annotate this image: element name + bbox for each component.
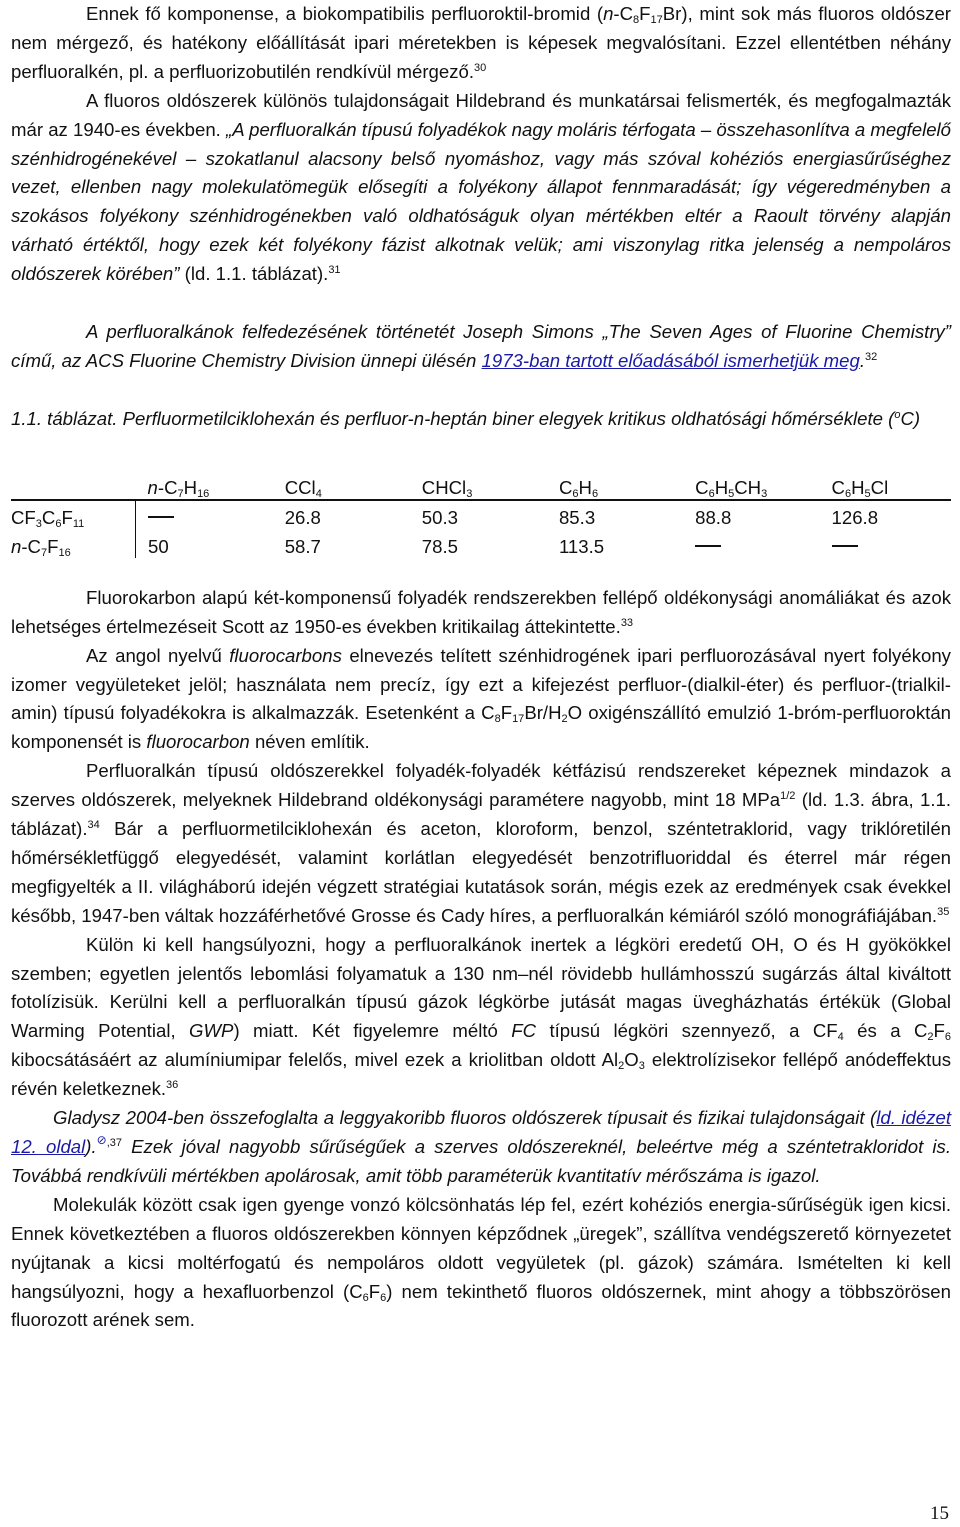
caption-text: 1.1. táblázat. Perfluormetilciklohexán és perfluor-n-heptán biner elegyek kritikus oldhatósági hőmérséklete ( <box>11 407 895 429</box>
table-cell: 26.8 <box>285 499 422 529</box>
text-run: -C <box>613 3 634 24</box>
text-run: A perfluoralkánok felfedezésének történetét Joseph Simons „The Seven Ages of Fluorine Chemistry” című, az ACS Fluorine Chemistry Division ünnepi ülésén <box>11 321 951 371</box>
subscript: 17 <box>650 14 663 26</box>
footnote-ref[interactable]: 34 <box>87 819 100 832</box>
table-header: $n-C_7H_{16}$ <box>147 476 210 500</box>
text-run: (ld. 1.1. táblázat). <box>179 263 329 285</box>
citation-link[interactable]: ld. idézet 12. oldal <box>11 1107 951 1157</box>
table-row <box>11 529 951 558</box>
paragraph-5: Az angol nyelvű fluorocarbons elnevezés telített szénhidrogének ipari perfluorozásával nyert folyékony izomer vegyületeket jelöl; használata nem precíz, így ezt a kifejezést perfluor-(dialkil-éter) és perfluor-(trialkil-amin) típusú folyadékokra is alkalmazzák. Esetenként a $C_8F_{17}Br/H_2O$ oxigénszállító emulzió 1-bróm-perfluoroktán komponensét is fluorocarbon néven említik. <box>11 644 951 753</box>
paragraph-2 <box>11 87 951 289</box>
table-header: $C_6H_5Cl$ <box>831 476 889 500</box>
lecture-link[interactable]: 1973-ban tartott előadásából ismerhetjük meg <box>481 349 860 371</box>
paragraph-1 <box>11 0 951 87</box>
text-run: Br), mint sok más fluoros oldószer nem mérgező, és hatékony előállítását ipari méretekben is képesek megvalósítani. Ezzel ellentétben néhány perfluoralkén, pl. a perfluorizobutilén rendkívül mérgező. <box>11 3 951 82</box>
table-cell: 78.5 <box>421 535 458 557</box>
footnote-ref[interactable]: 30 <box>474 61 487 74</box>
table-header: CHCl$_3$ <box>421 476 473 500</box>
row-label: $n-C_7F_{16}$ <box>11 529 136 558</box>
text-run: F <box>639 3 651 24</box>
footnote-ref[interactable]: 35 <box>937 905 950 918</box>
document-page <box>11 0 951 1335</box>
table-corner-cell <box>11 470 136 500</box>
table-cell: 58.7 <box>284 535 321 557</box>
table-header: $C_6H_5CH_3$ <box>695 476 768 500</box>
row-label: $CF_3C_6F_{11}$ <box>11 499 136 529</box>
hildebrand-quote: „A perfluoralkán típusú folyadékok nagy moláris térfogata – összehasonlítva a megfelelő szénhidrogénekével – szokatlanul alacsony belső nyomáshoz, vagy más szóval kohéziós energiasűrűséghez vezet, ellenben nagy molekulatömegük elősegíti a folyékony állapot fennmaradását; így végeredményben a szokásos folyékony szénhidrogénekben való oldhatóságuk olyan mértékben eltér a Raoult törvény alapján várható értéktől, hogy ezek két folyékony fázist alkotnak velük; ami viszonylag ritka jelenség a nempoláros oldószerek körében” <box>11 118 952 285</box>
footnote-ref[interactable]: 36 <box>166 1079 179 1092</box>
solubility-table <box>11 470 951 558</box>
table-row <box>11 499 951 529</box>
table-cell: 126.8 <box>832 499 951 529</box>
paragraph-6: Perfluoralkán típusú oldószerekkel folyadék-folyadék kétfázisú rendszereket képeznek mindazok a szerves oldószerek, melyeknek Hildebrand oldékonysági paramétere nagyobb, mint 18 MPa$^{1/2}$ (ld. 1.3. ábra, 1.1. táblázat).$^{34}$ Bár a perfluormetilciklohexán és aceton, kloroform, benzol, széntetraklorid, vagy triklóretilén hőmérsékletfüggő elegyedését, valamint korlátlan elegyedését benzotrifluoriddal és éterrel már régen megfigyelték a II. világháború idején végzett stratégiai kutatások során, mégis ezek az eredmények csak évekkel később, 1947-ben váltak hozzáférhetővé Grosse és Cady híres, a perfluoralkán kémiáról szóló monográfiájában.$^{35}$ <box>11 760 951 926</box>
paragraph-9: Molekulák között csak igen gyenge vonzó kölcsönhatás lép fel, ezért kohéziós energia-sűrűségük igen kicsi. Ennek következtében a fluoros oldószerekben könnyen képződnek „üregek”, szállítva vendégszerető környezetet nyújtanak a kicsi moltérfogatú és nempoláros oldott vegyületek (pl. gázok) számára. Ismételten ki kell hangsúlyozni, hogy a hexafluorbenzol $(C_6F_6)$ nem tekinthető fluoros oldószernek, mint ahogy a többszörösen fluorozott arének sem. <box>11 1193 951 1331</box>
paragraph-7: Külön ki kell hangsúlyozni, hogy a perfluoralkánok inertek a légköri eredetű OH, O és H gyökökkel szemben; egyetlen jelentős lebomlási folyamatuk a 130 nm–nél rövidebb hullámhosszú sugárzás által kiváltott fotolízisük. Kerülni kell a perfluoralkán típusú gázok légkörbe jutását magas üvegházhatás értékük (Global Warming Potential, GWP) miatt. Két figyelemre méltó FC típusú légköri szennyező, a $CF_4$ és a $C_2F_6$ kibocsátásáért az alumíniumipar felelős, mivel ezek a kriolitban oldott $Al_2O_3$ elektrolízisekor fellépő anódeffektus révén keletkeznek.$^{36}$ <box>11 933 951 1100</box>
text-run: A fluoros oldószerek különös tulajdonságait Hildebrand és munkatársai felismerték, és megfogalmazták már az 1940-es években. <box>11 89 951 140</box>
table-caption <box>11 405 951 434</box>
caption-text: C) <box>900 407 921 429</box>
paragraph-8: Gladysz 2004-ben összefoglalta a leggyakoribb fluoros oldószerek típusait és fizikai tulajdonságait (ld. idézet 12. oldal).$^{⊘,37}$ Ezek jóval nagyobb sűrűségűek a szerves oldószereknél, beleértve még a széntetrakloridot is. Továbbá rendkívüli mértékben apolárosak, amit több paraméterük kvantitatív mérőszáma is igazol. <box>11 1107 951 1186</box>
dash-cell <box>832 529 951 558</box>
text-run: Fluorokarbon alapú két-komponensű folyadék rendszerekben fellépő oldékonysági anomáliákat és azok lehetséges értelmezéseit Scott az 1950-es években kritikailag áttekintette. <box>11 586 951 637</box>
table-header-row <box>11 470 951 500</box>
text-run: Ennek fő komponense, a biokompatibilis perfluoroktil-bromid ( <box>86 3 604 24</box>
footnote-ref[interactable]: 33 <box>620 616 634 629</box>
superscript: o <box>894 408 901 421</box>
table-header: CCl$_4$ <box>284 476 322 500</box>
table-cell: 113.5 <box>558 535 605 557</box>
dash-cell <box>695 529 831 558</box>
paragraph-4 <box>11 584 951 642</box>
table-cell: 88.8 <box>695 499 831 529</box>
table-cell: 85.3 <box>559 499 695 529</box>
table-cell: 50.3 <box>422 499 559 529</box>
text-run: n <box>603 3 614 24</box>
footnote-ref[interactable]: 31 <box>328 264 341 277</box>
table-rule <box>11 500 951 501</box>
page-number: 15 <box>930 1503 949 1524</box>
footnote-ref[interactable]: 32 <box>865 350 878 363</box>
table-header: $C_6H_6$ <box>558 476 599 500</box>
external-link-icon[interactable]: ⊘ <box>96 1133 107 1147</box>
text-run: . <box>859 349 866 371</box>
footnote-ref[interactable]: ,37 <box>106 1137 122 1149</box>
subscript: 8 <box>633 14 640 26</box>
paragraph-3 <box>11 318 951 376</box>
superscript: 1/2 <box>780 790 796 803</box>
table-cell: 50 <box>148 535 169 557</box>
dash-cell <box>136 499 285 529</box>
